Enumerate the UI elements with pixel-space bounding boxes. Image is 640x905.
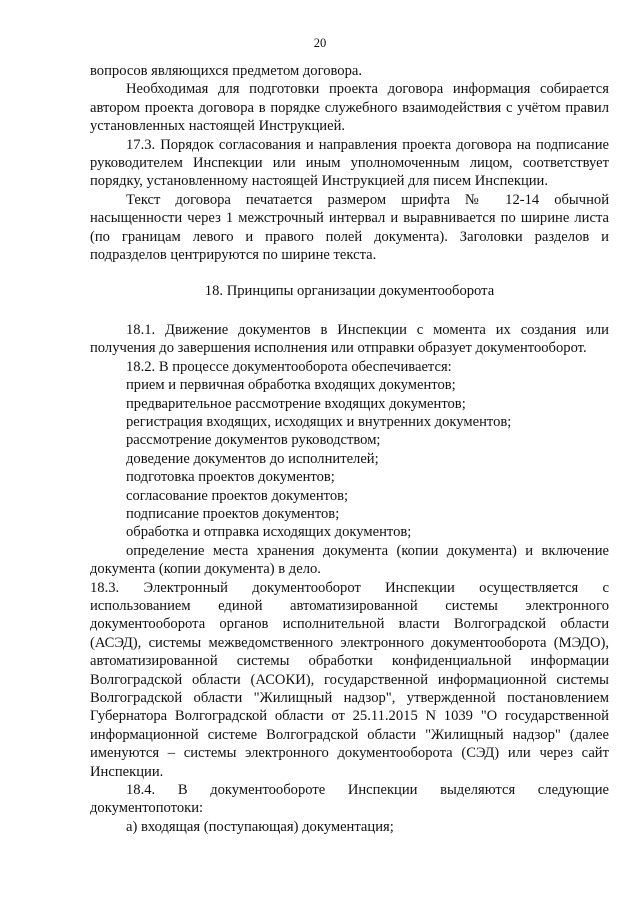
list-item: предварительное рассмотрение входящих документов; [126, 395, 466, 412]
list-item: обработка и отправка исходящих документов; [126, 524, 412, 541]
list-item: согласование проектов документов; [126, 487, 349, 504]
list-item: подготовка проектов документов; [126, 469, 335, 486]
paragraph-18-4: 18.4. В документообороте Инспекции выделяются следующие документопотоки: [90, 782, 609, 817]
list-item: рассмотрение документов руководством; [126, 432, 381, 449]
paragraph-18-3: 18.3. Электронный документооборот Инспекции осуществляется с использованием единой автоматизированной системы электронного документооборота органов исполнительной власти Волгоградской области (АСЭД), системы межведомственного электронного документооборота (МЭДО), автоматизированной системы обработки конфиденциальной информации Волгоградской области (АСОКИ), государственной информационной системы Волгоградской области "Жилищный надзор", утвержденной постановлением Губернатора Волгоградской области от 25.11.2015 N 1039 "О государственной информационной системе Волгоградской области "Жилищный надзор" (далее именуются – системы электронного документооборота (СЭД) или через сайт Инспекции. [90, 579, 609, 780]
paragraph-text-format: Текст договора печатается размером шрифта № 12-14 обычной насыщенности через 1 межстрочный интервал и выравнивается по ширине листа (по границам левого и правого полей документа). Заголовки разделов и подразделов центрируются по ширине текста. [90, 191, 609, 264]
paragraph-continuation: вопросов являющихся предметом договора. [90, 63, 363, 79]
list-item: подписание проектов документов; [126, 505, 340, 522]
list-item: доведение документов до исполнителей; [126, 450, 379, 467]
list-item: регистрация входящих, исходящих и внутренних документов; [126, 413, 512, 430]
page-number: 20 [313, 36, 327, 50]
list-18-2 [90, 376, 609, 542]
paragraph-18-2-intro: 18.2. В процессе документооборота обеспечивается: [126, 358, 452, 375]
paragraph-info-collection: Необходимая для подготовки проекта договора информация собирается автором проекта договора в порядке служебного взаимодействия с учётом правил установленных настоящей Инструкцией. [90, 81, 609, 135]
paragraph-18-1: 18.1. Движение документов в Инспекции с момента их создания или получения до завершения исполнения или отправки образует документооборот. [90, 321, 609, 357]
section-heading: 18. Принципы организации документооборота [204, 283, 495, 300]
document-body [90, 62, 609, 836]
paragraph-18-2-last: определение места хранения документа (копии документа) и включение документа (копии документа) в дело. [90, 542, 609, 578]
list-item-a: а) входящая (поступающая) документация; [126, 818, 394, 835]
list-item: прием и первичная обработка входящих документов; [126, 377, 456, 394]
paragraph-17-3: 17.3. Порядок согласования и направления проекта договора на подписание руководителем Инспекции или иным уполномоченным лицом, соответствует порядку, установленному настоящей Инструкцией для писем Инспекции. [90, 136, 609, 190]
